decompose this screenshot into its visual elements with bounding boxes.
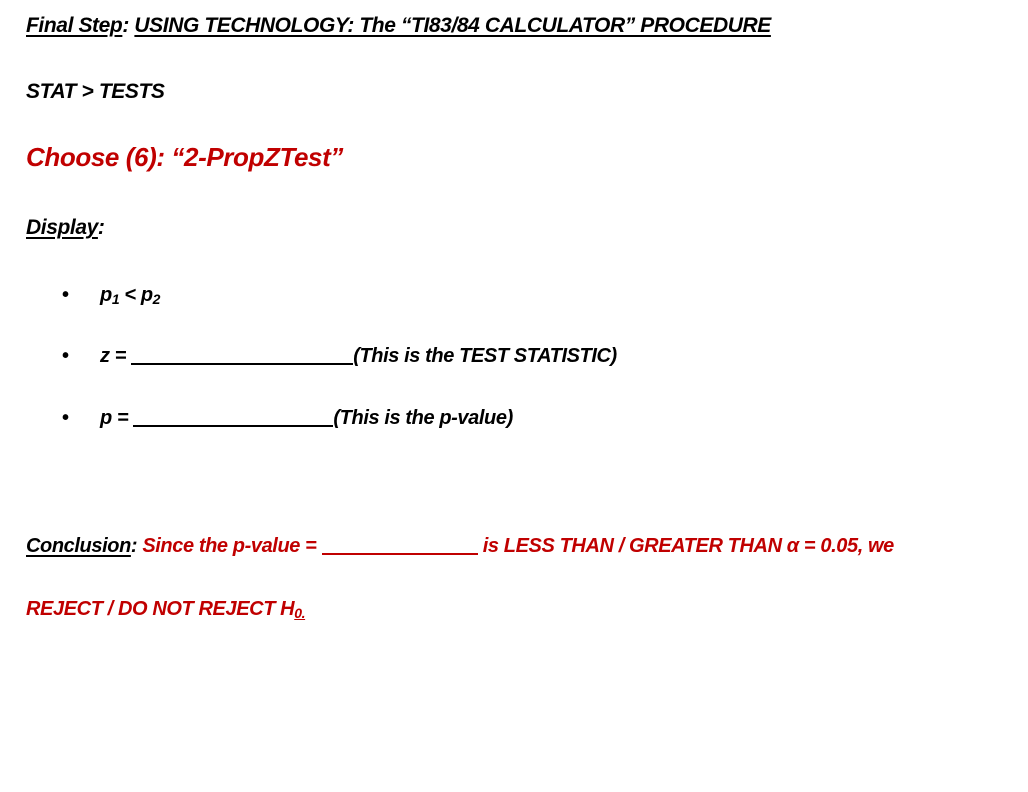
title-text: USING TECHNOLOGY: The “TI83/84 CALCULATOR” PROCEDURE (134, 14, 771, 37)
bullet-item-hypothesis (100, 284, 160, 307)
bullet-item-p (100, 407, 513, 430)
z-answer-blank[interactable] (131, 345, 353, 365)
z-note: (This is the TEST STATISTIC) (353, 345, 617, 367)
p1-symbol: p (100, 284, 112, 306)
choose-instruction: Choose (6): “2-PropZTest” (26, 142, 343, 172)
display-label: Display (26, 216, 98, 239)
menu-path: STAT > TESTS (26, 80, 165, 103)
less-than-operator: < (119, 284, 141, 306)
bullet-icon: • (62, 407, 70, 429)
conclusion-label: Conclusion (26, 535, 131, 557)
z-label: z = (100, 345, 132, 367)
p-note: (This is the p-value) (333, 407, 513, 429)
p-answer-blank[interactable] (133, 407, 333, 427)
conclusion-colon: : (130, 535, 138, 557)
conclusion-pvalue-blank[interactable] (322, 535, 478, 555)
bullet-icon: • (62, 284, 70, 306)
conclusion-comparison: is LESS THAN / GREATER THAN α = 0.05, we (477, 535, 894, 557)
conclusion-line (26, 535, 894, 558)
decision-text: REJECT / DO NOT REJECT H (26, 598, 295, 620)
p1-subscript: 1 (111, 291, 120, 307)
h0-subscript: 0. (294, 605, 306, 621)
conclusion-decision (26, 598, 305, 621)
final-step-colon: : (122, 14, 129, 37)
display-heading (26, 216, 105, 240)
p2-subscript: 2 (152, 291, 161, 307)
p-label: p = (100, 407, 134, 429)
bullet-item-z (100, 345, 617, 368)
conclusion-lead: Since the p-value = (137, 535, 322, 557)
page-title (26, 14, 771, 38)
p2-symbol: p (140, 284, 153, 306)
final-step-label: Final Step (26, 14, 123, 37)
display-colon: : (97, 216, 105, 239)
bullet-icon: • (62, 345, 70, 367)
